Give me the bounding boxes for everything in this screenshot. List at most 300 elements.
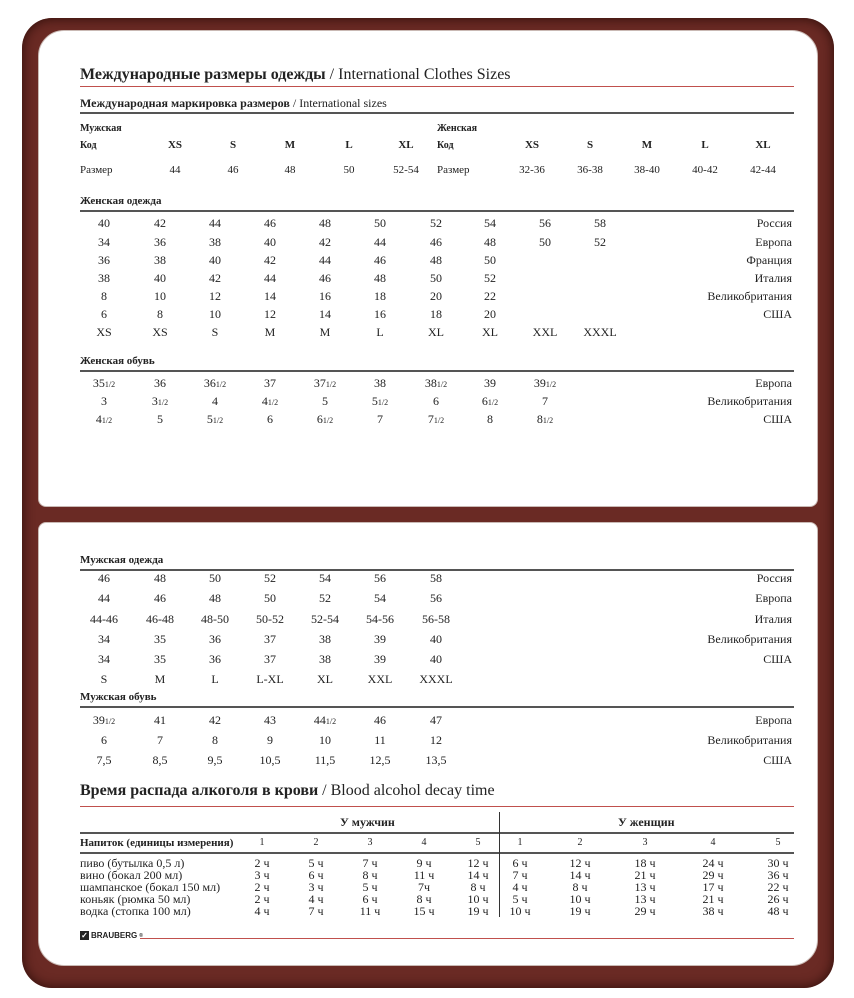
size-value: 35: [154, 652, 166, 666]
men-time: 9 ч: [416, 856, 432, 870]
size-cell: [374, 571, 386, 586]
size-cell: [267, 412, 273, 427]
men-time: 6 ч: [362, 892, 378, 906]
size-value: 9,5: [207, 753, 223, 767]
size-cell: [319, 289, 331, 304]
size-cell: [422, 612, 450, 627]
size-cell: [430, 591, 442, 606]
men-time: 19 ч: [467, 904, 489, 918]
size-cell: [322, 394, 328, 409]
size-fraction: 1/2: [215, 380, 227, 389]
size-value: 46: [374, 253, 386, 267]
size-value: 50: [209, 571, 221, 585]
size-cell: [430, 652, 442, 667]
men-time: 3 ч: [308, 880, 324, 894]
size-cell: [372, 394, 388, 409]
size-cell: [319, 216, 331, 231]
size-value: 12: [430, 733, 442, 747]
size-cell: [368, 672, 393, 687]
size-value: 38: [154, 253, 166, 267]
size-value: 48: [154, 571, 166, 585]
size-cell: [212, 394, 218, 409]
size-value: 38: [209, 235, 221, 249]
drink-name: шампанское (бокал 150 мл): [80, 880, 221, 894]
size-fraction: 1/2: [433, 416, 445, 425]
intl-men-size: 46: [227, 164, 239, 176]
size-cell: [583, 325, 616, 340]
size-value: M: [154, 672, 166, 686]
size-cell: [98, 235, 110, 250]
size-value: 38: [319, 652, 331, 666]
intl-men-code: S: [229, 139, 237, 151]
men-time: 5 ч: [308, 856, 324, 870]
men-time: 12 ч: [467, 856, 489, 870]
size-value: 5: [371, 394, 378, 408]
intl-women-size-label: Размер: [437, 164, 470, 176]
size-cell: [317, 412, 333, 427]
size-cell: [374, 652, 386, 667]
size-value: 36: [209, 652, 221, 666]
header-line-top: [80, 832, 794, 834]
size-cell: [157, 412, 163, 427]
drink-name: пиво (бутылка 0,5 л): [80, 856, 185, 870]
men_shoes-heading: Мужская обувь: [80, 691, 157, 703]
size-value: 37: [264, 376, 276, 390]
size-value: 36: [154, 376, 166, 390]
size-cell: [208, 753, 223, 768]
country-label: Великобритания: [707, 394, 792, 408]
country-label: Европа: [755, 376, 792, 390]
size-cell: [430, 307, 442, 322]
size-value: 40: [264, 235, 276, 249]
size-value: 36: [209, 632, 221, 646]
size-cell: [264, 713, 276, 728]
size-cell: [264, 235, 276, 250]
size-cell: [374, 235, 386, 250]
size-cell: [320, 325, 331, 340]
size-value: 40: [430, 632, 442, 646]
size-cell: [256, 672, 283, 687]
women-time: 30 ч: [767, 856, 789, 870]
women-time: 21 ч: [634, 868, 656, 882]
size-value: XS: [96, 325, 112, 339]
size-value: 39: [374, 632, 386, 646]
size-value: 38: [424, 376, 437, 390]
size-value: 46: [374, 713, 386, 727]
women-time: 17 ч: [702, 880, 724, 894]
size-cell: [482, 325, 498, 340]
size-value: 6: [433, 394, 439, 408]
size-cell: [98, 632, 110, 647]
brand-logo: ✓ BRAUBERG ®: [81, 931, 143, 940]
size-cell: [376, 325, 383, 340]
size-value: 10: [209, 307, 221, 321]
size-value: 6: [267, 412, 273, 426]
size-cell: [264, 307, 276, 322]
size-value: 50: [539, 235, 551, 249]
intl-men-code: L: [345, 139, 353, 151]
size-cell: [264, 376, 276, 391]
size-cell: [484, 235, 496, 250]
men-time: 2 ч: [254, 892, 270, 906]
intl-heading: [80, 96, 387, 111]
men-time: 6 ч: [308, 868, 324, 882]
size-value: 40: [154, 271, 166, 285]
size-cell: [433, 394, 439, 409]
size-cell: [264, 216, 276, 231]
size-value: 58: [594, 216, 606, 230]
size-value: 52: [594, 235, 606, 249]
size-cell: [319, 307, 331, 322]
size-cell: [209, 713, 221, 728]
size-cell: [314, 713, 336, 728]
table-divider: [499, 812, 500, 917]
size-value: 3: [101, 394, 107, 408]
size-value: 18: [374, 289, 386, 303]
men-time: 7 ч: [362, 856, 378, 870]
size-fraction: 1/2: [487, 398, 499, 407]
size-value: 42: [209, 713, 221, 727]
size-value: 6: [481, 394, 488, 408]
country-label: Италия: [754, 612, 792, 626]
brand-name: BRAUBERG: [91, 931, 138, 940]
men-label: У мужчин: [340, 815, 395, 829]
size-value: 38: [319, 632, 331, 646]
size-fraction: 1/2: [322, 416, 334, 425]
size-cell: [209, 591, 221, 606]
size-cell: [374, 289, 386, 304]
col-number: 1: [517, 837, 523, 848]
size-value: 7: [157, 733, 163, 747]
size-value: 56: [539, 216, 551, 230]
men-time: 8 ч: [470, 880, 486, 894]
women_shoes-divider: [80, 370, 794, 372]
size-cell: [319, 271, 331, 286]
size-value: XXXL: [419, 672, 453, 686]
size-cell: [98, 571, 110, 586]
size-value: 46: [98, 571, 110, 585]
size-value: 50: [430, 271, 442, 285]
size-value: 37: [264, 652, 276, 666]
size-cell: [152, 325, 167, 340]
women-time: 14 ч: [569, 868, 591, 882]
size-value: 56: [430, 591, 442, 605]
divider: [80, 806, 794, 807]
size-value: 39: [374, 652, 386, 666]
size-value: 12: [264, 307, 276, 321]
men-time: 14 ч: [467, 868, 489, 882]
size-value: 44: [374, 235, 386, 249]
size-cell: [484, 271, 496, 286]
size-cell: [154, 253, 166, 268]
size-cell: [319, 235, 331, 250]
size-cell: [264, 591, 276, 606]
size-value: 46: [264, 216, 276, 230]
size-value: 46: [319, 271, 331, 285]
alcohol-title-ru: Время распада алкоголя в крови: [80, 782, 319, 799]
size-cell: [319, 733, 331, 748]
size-value: 16: [319, 289, 331, 303]
women_clothing-divider: [80, 210, 794, 212]
size-value: 47: [430, 713, 442, 727]
size-fraction: 1/2: [325, 380, 337, 389]
women-time: 29 ч: [702, 868, 724, 882]
men-time: 15 ч: [413, 904, 435, 918]
size-fraction: 1/2: [436, 380, 448, 389]
alcohol-title: [80, 782, 495, 800]
country-label: Европа: [755, 235, 792, 249]
size-cell: [484, 289, 496, 304]
size-value: 44-46: [90, 612, 118, 626]
alcohol-title-en: / Blood alcohol decay time: [322, 782, 495, 799]
size-value: 39: [533, 376, 546, 390]
size-fraction: 1/2: [212, 416, 224, 425]
size-value: 11: [374, 733, 386, 747]
size-value: 12,5: [369, 753, 391, 767]
size-cell: [374, 253, 386, 268]
size-value: 22: [484, 289, 496, 303]
size-value: 58: [430, 571, 442, 585]
size-value: 34: [98, 652, 110, 666]
size-value: 48: [319, 216, 331, 230]
size-cell: [152, 394, 168, 409]
size-cell: [374, 591, 386, 606]
size-cell: [264, 571, 276, 586]
size-value: M: [264, 325, 276, 339]
women-time: 8 ч: [572, 880, 588, 894]
drink-name: водка (стопка 100 мл): [80, 904, 191, 918]
divider: [80, 112, 794, 114]
size-cell: [264, 652, 276, 667]
col-number: 5: [475, 837, 481, 848]
women-time: 18 ч: [634, 856, 656, 870]
size-value: 50-52: [256, 612, 284, 626]
size-value: 43: [264, 713, 276, 727]
size-value: 8: [101, 289, 107, 303]
size-value: 36: [154, 235, 166, 249]
size-value: 40: [430, 652, 442, 666]
size-cell: [484, 253, 496, 268]
col-number: 5: [775, 837, 781, 848]
size-value: 8: [487, 412, 493, 426]
size-cell: [96, 412, 112, 427]
title-ru: Международные размеры одежды: [80, 66, 326, 83]
size-cell: [93, 376, 115, 391]
size-cell: [209, 289, 221, 304]
size-value: 40: [98, 216, 110, 230]
size-cell: [157, 733, 163, 748]
intl-women-code: XL: [755, 139, 771, 151]
size-value: 52: [319, 591, 331, 605]
women-time: 13 ч: [634, 880, 656, 894]
size-cell: [154, 591, 166, 606]
size-cell: [430, 733, 442, 748]
country-label: Великобритания: [707, 289, 792, 303]
country-label: Франция: [746, 253, 792, 267]
size-cell: [93, 713, 115, 728]
size-cell: [96, 325, 111, 340]
size-value: 8: [157, 307, 163, 321]
size-value: 6: [101, 307, 107, 321]
size-value: 14: [264, 289, 276, 303]
size-cell: [98, 591, 110, 606]
size-value: 56-58: [422, 612, 450, 626]
size-value: 42: [264, 253, 276, 267]
size-cell: [209, 571, 221, 586]
size-cell: [430, 235, 442, 250]
size-value: L: [376, 325, 384, 339]
size-cell: [594, 216, 606, 231]
size-value: 42: [319, 235, 331, 249]
col-number: 4: [710, 837, 716, 848]
intl-women-code-label: Код: [437, 140, 454, 151]
size-value: L: [211, 672, 219, 686]
intl-men-code-label: Код: [80, 140, 97, 151]
size-value: 8: [212, 733, 218, 747]
intl-women-size: 36-38: [577, 164, 603, 176]
intl-men-code: XS: [167, 139, 183, 151]
size-cell: [101, 394, 107, 409]
size-fraction: 1/2: [545, 380, 557, 389]
country-label: Италия: [754, 271, 792, 285]
size-cell: [264, 289, 276, 304]
size-value: 46: [430, 235, 442, 249]
men-time: 2 ч: [254, 880, 270, 894]
size-cell: [377, 412, 383, 427]
size-value: XL: [317, 672, 333, 686]
size-cell: [212, 733, 218, 748]
size-cell: [212, 325, 219, 340]
women-time: 12 ч: [569, 856, 591, 870]
size-value: 36: [203, 376, 216, 390]
size-value: 54: [484, 216, 496, 230]
size-value: 50: [264, 591, 276, 605]
size-cell: [319, 571, 331, 586]
women-time: 10 ч: [509, 904, 531, 918]
men-time: 5 ч: [362, 880, 378, 894]
size-value: 6: [316, 412, 323, 426]
size-cell: [374, 376, 386, 391]
header-line-bottom: [80, 852, 794, 854]
drink-name: вино (бокал 200 мл): [80, 868, 183, 882]
size-cell: [374, 733, 386, 748]
size-cell: [262, 394, 278, 409]
size-cell: [264, 271, 276, 286]
intl-women-size: 38-40: [634, 164, 660, 176]
country-label: США: [763, 753, 792, 767]
size-value: 34: [98, 632, 110, 646]
size-value: 36: [98, 253, 110, 267]
size-value: 9: [267, 733, 273, 747]
size-value: 12: [209, 289, 221, 303]
size-value: 52: [264, 571, 276, 585]
intl-men-size: 48: [284, 164, 296, 176]
size-fraction: 1/2: [157, 398, 169, 407]
size-value: 10,5: [259, 753, 281, 767]
women-time: 6 ч: [512, 856, 528, 870]
women-time: 38 ч: [702, 904, 724, 918]
size-fraction: 1/2: [104, 717, 116, 726]
size-value: 50: [484, 253, 496, 267]
size-value: 48: [430, 253, 442, 267]
size-cell: [154, 652, 166, 667]
women_shoes-heading: Женская обувь: [80, 355, 155, 367]
size-cell: [374, 216, 386, 231]
size-value: 52: [484, 271, 496, 285]
size-fraction: 1/2: [542, 416, 554, 425]
intl-men-size-label: Размер: [80, 164, 113, 176]
divider: [80, 86, 794, 87]
intl-heading-ru: Международная маркировка размеров: [80, 96, 290, 110]
size-value: 44: [313, 713, 326, 727]
intl-heading-en: / International sizes: [292, 96, 387, 110]
country-label: Великобритания: [707, 733, 792, 747]
intl-women-size: 32-36: [519, 164, 545, 176]
size-value: 4: [261, 394, 268, 408]
men-time: 8 ч: [416, 892, 432, 906]
size-cell: [256, 612, 284, 627]
women-time: 26 ч: [767, 892, 789, 906]
size-cell: [97, 753, 112, 768]
size-cell: [209, 253, 221, 268]
col-number: 4: [421, 837, 427, 848]
size-cell: [533, 325, 558, 340]
size-value: XXL: [367, 672, 393, 686]
col-number: 2: [313, 837, 319, 848]
size-value: 10: [154, 289, 166, 303]
size-value: 38: [98, 271, 110, 285]
size-cell: [430, 271, 442, 286]
men-time: 10 ч: [467, 892, 489, 906]
size-value: 34: [98, 235, 110, 249]
size-cell: [425, 376, 447, 391]
size-value: 35: [154, 632, 166, 646]
size-value: 50: [374, 216, 386, 230]
size-cell: [157, 307, 163, 322]
men-time: 4 ч: [254, 904, 270, 918]
size-value: 4: [95, 412, 102, 426]
size-value: XS: [152, 325, 168, 339]
size-cell: [319, 632, 331, 647]
women-time: 19 ч: [569, 904, 591, 918]
size-cell: [374, 632, 386, 647]
size-value: 46: [154, 591, 166, 605]
men-time: 4 ч: [308, 892, 324, 906]
size-cell: [482, 394, 498, 409]
intl-men-code: M: [284, 139, 296, 151]
size-cell: [211, 672, 218, 687]
men-time: 7 ч: [308, 904, 324, 918]
size-cell: [426, 753, 447, 768]
size-cell: [204, 376, 226, 391]
size-value: 39: [92, 713, 105, 727]
size-cell: [201, 612, 229, 627]
size-cell: [374, 307, 386, 322]
men-time: 7ч: [417, 880, 431, 894]
size-cell: [101, 672, 108, 687]
size-cell: [319, 652, 331, 667]
intl-women-code: S: [586, 139, 594, 151]
size-value: 42: [209, 271, 221, 285]
country-label: Великобритания: [707, 632, 792, 646]
size-value: 46-48: [146, 612, 174, 626]
size-value: 14: [319, 307, 331, 321]
size-value: 20: [484, 307, 496, 321]
size-value: XXL: [532, 325, 558, 339]
size-cell: [153, 753, 168, 768]
size-cell: [154, 571, 166, 586]
men-time: 11 ч: [359, 904, 381, 918]
